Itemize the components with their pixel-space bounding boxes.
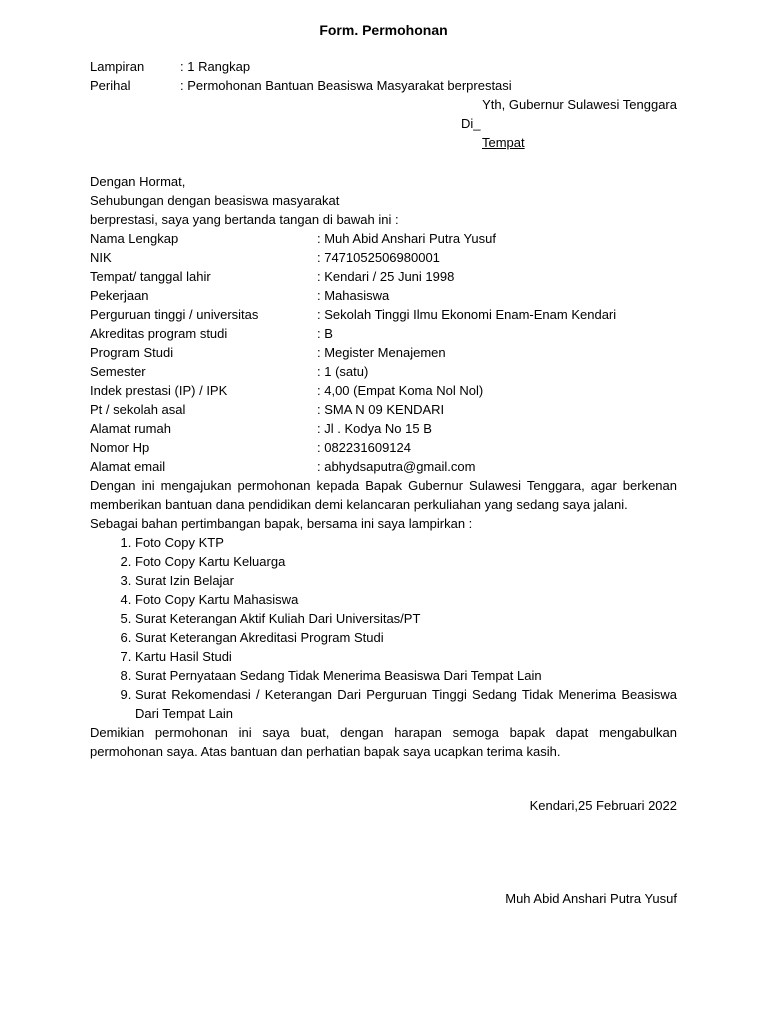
lampiran-value: : 1 Rangkap xyxy=(180,59,251,74)
field-row xyxy=(90,343,677,362)
attachment-list xyxy=(90,533,677,723)
letter-page xyxy=(90,0,677,1024)
field-row xyxy=(90,324,677,343)
field-label: Program Studi xyxy=(90,345,174,360)
field-label: Tempat/ tanggal lahir xyxy=(90,269,211,284)
list-item: 1. Foto Copy KTP xyxy=(135,533,677,552)
field-row xyxy=(90,457,677,476)
field-value: : 4,00 (Empat Koma Nol Nol) xyxy=(317,383,484,398)
field-label: Nama Lengkap xyxy=(90,231,179,246)
perihal-label: Perihal xyxy=(90,78,131,93)
field-row xyxy=(90,286,677,305)
field-label: Nomor Hp xyxy=(90,440,150,455)
field-value: : B xyxy=(317,326,333,341)
field-label: Indek prestasi (IP) / IPK xyxy=(90,383,228,398)
field-label: Pekerjaan xyxy=(90,288,149,303)
intro-line-2: berprestasi, saya yang bertanda tangan di bawah ini : xyxy=(90,212,399,227)
field-label: Alamat rumah xyxy=(90,421,171,436)
field-value: : 7471052506980001 xyxy=(317,250,440,265)
greeting: Dengan Hormat, xyxy=(90,174,186,189)
field-value: : SMA N 09 KENDARI xyxy=(317,402,445,417)
list-item: 5. Surat Keterangan Aktif Kuliah Dari Universitas/PT xyxy=(135,609,677,628)
closing-paragraph: Demikian permohonan ini saya buat, dengan harapan semoga bapak dapat mengabulkan permohonan saya. Atas bantuan dan perhatian bapak saya ucapkan terima kasih. xyxy=(90,725,677,759)
intro-line-1: Sehubungan dengan beasiswa masyarakat xyxy=(90,193,340,208)
recipient-line-1: Yth, Gubernur Sulawesi Tenggara xyxy=(482,97,677,112)
field-row xyxy=(90,419,677,438)
field-value: : Sekolah Tinggi Ilmu Ekonomi Enam-Enam Kendari xyxy=(317,307,617,322)
field-label: Perguruan tinggi / universitas xyxy=(90,307,259,322)
field-row xyxy=(90,362,677,381)
list-item: 8. Surat Pernyataan Sedang Tidak Menerima Beasiswa Dari Tempat Lain xyxy=(135,666,677,685)
field-value: : Kendari / 25 Juni 1998 xyxy=(317,269,455,284)
field-value: : abhydsaputra@gmail.com xyxy=(317,459,476,474)
field-row xyxy=(90,229,677,248)
field-row xyxy=(90,248,677,267)
list-item: 9. Surat Rekomendasi / Keterangan Dari Perguruan Tinggi Sedang Tidak Menerima Beasiswa Dari Tempat Lain xyxy=(135,685,677,723)
field-value: : 1 (satu) xyxy=(317,364,369,379)
request-paragraph: Dengan ini mengajukan permohonan kepada Bapak Gubernur Sulawesi Tenggara, agar berkenan memberikan bantuan dana pendidikan demi kelancaran perkuliahan yang sedang saya jalani. xyxy=(90,478,677,512)
field-row xyxy=(90,381,677,400)
recipient-line-3: Tempat xyxy=(482,135,525,150)
field-row xyxy=(90,400,677,419)
perihal-value: : Permohonan Bantuan Beasiswa Masyarakat berprestasi xyxy=(180,78,512,93)
list-item: 6. Surat Keterangan Akreditasi Program Studi xyxy=(135,628,677,647)
field-label: Alamat email xyxy=(90,459,166,474)
list-item: 7. Kartu Hasil Studi xyxy=(135,647,677,666)
list-item: 4. Foto Copy Kartu Mahasiswa xyxy=(135,590,677,609)
letter-body xyxy=(90,172,677,761)
lampiran-row xyxy=(90,57,250,76)
applicant-fields xyxy=(90,229,677,476)
list-item: 2. Foto Copy Kartu Keluarga xyxy=(135,552,677,571)
place-date: Kendari,25 Februari 2022 xyxy=(529,798,677,813)
field-value: : 082231609124 xyxy=(317,440,411,455)
recipient-line-2: Di_ xyxy=(461,116,481,131)
field-label: NIK xyxy=(90,250,112,265)
field-label: Pt / sekolah asal xyxy=(90,402,186,417)
field-value: : Mahasiswa xyxy=(317,288,390,303)
field-value: : Muh Abid Anshari Putra Yusuf xyxy=(317,231,496,246)
field-value: : Jl . Kodya No 15 B xyxy=(317,421,432,436)
signatory-name: Muh Abid Anshari Putra Yusuf xyxy=(505,891,677,906)
field-row xyxy=(90,267,677,286)
lampiran-label: Lampiran xyxy=(90,59,145,74)
attachments-intro: Sebagai bahan pertimbangan bapak, bersama ini saya lampirkan : xyxy=(90,516,473,531)
field-label: Akreditas program studi xyxy=(90,326,228,341)
field-row xyxy=(90,305,677,324)
field-row xyxy=(90,438,677,457)
list-item: 3. Surat Izin Belajar xyxy=(135,571,677,590)
field-value: : Megister Menajemen xyxy=(317,345,446,360)
perihal-row xyxy=(90,76,512,95)
letter-title: Form. Permohonan xyxy=(319,22,448,38)
field-label: Semester xyxy=(90,364,146,379)
